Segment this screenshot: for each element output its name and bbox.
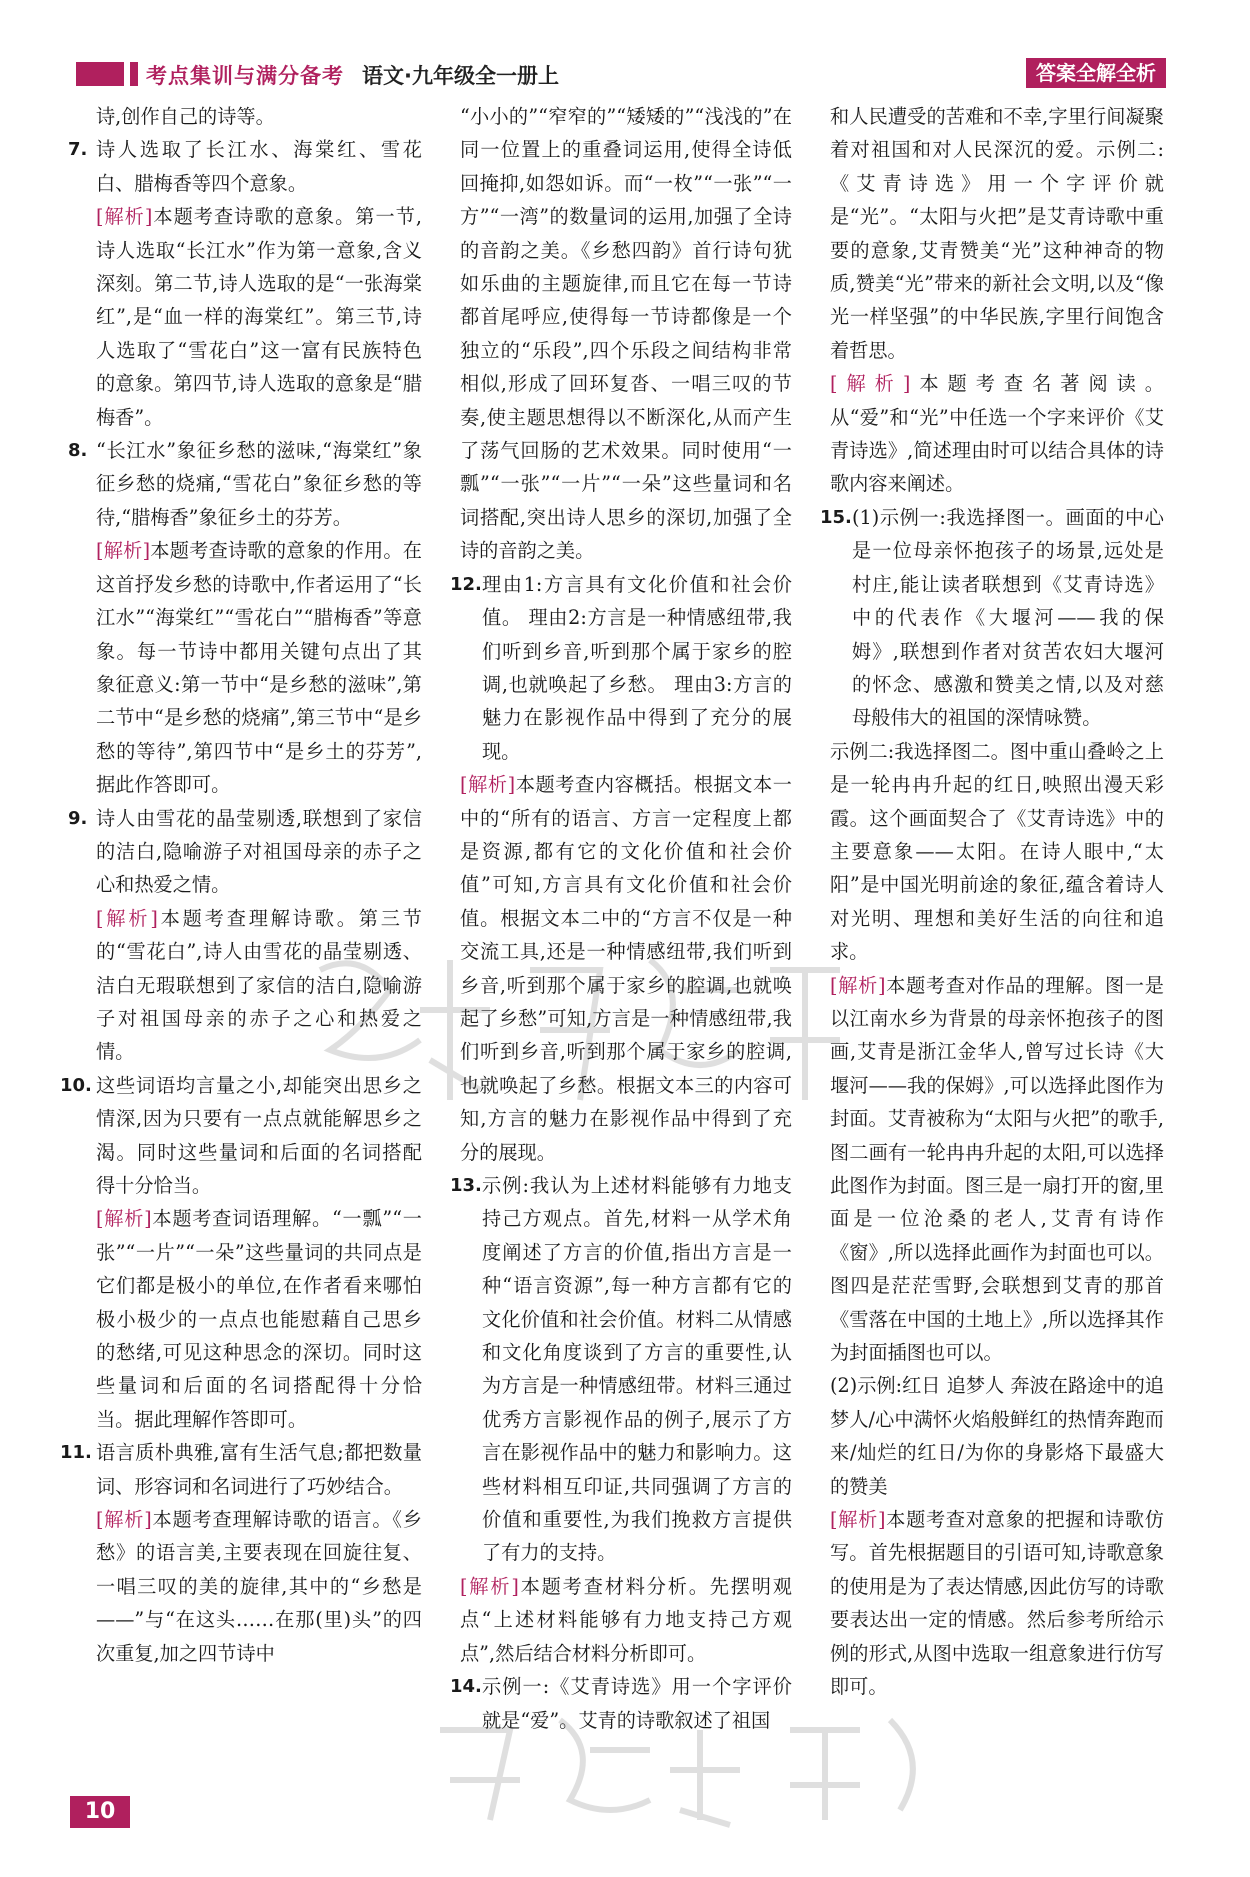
analysis-tag: [解析]	[830, 372, 911, 396]
answer-text: (1)示例一:我选择图一。画面的中心是一位母亲怀抱孩子的场景,远处是村庄,能让读者联想到《艾青诗选》中的代表作《大堰河——我的保姆》,联想到作者对贫苦农妇大堰河的怀念、感激和赞美之情,以及对慈母般伟大的祖国的深情咏赞。	[852, 505, 1164, 730]
book-series-title: 考点集训与满分备考	[146, 64, 344, 88]
analysis-12	[460, 768, 792, 1169]
analysis-14	[830, 367, 1164, 501]
answer-text: 示例:我认为上述材料能够有力地支持己方观点。首先,材料一从学术角度阐述了方言的价值,指出方言是一种“语言资源”,每一种方言都有它的文化价值和社会价值。材料二从情感和文化角度谈到了方言的重要性,认为方言是一种情感纽带。材料三通过优秀方言影视作品的例子,展示了方言在影视作品中的魅力和影响力。这些材料相互印证,共同强调了方言的价值和重要性,为我们挽救方言提供了有力的支持。	[482, 1174, 792, 1565]
question-number: 11.	[60, 1442, 92, 1464]
answer-key-tag: 答案全解全析	[1026, 58, 1166, 88]
analysis-tag: [解析]	[830, 973, 886, 997]
analysis-tag: [解析]	[460, 1574, 519, 1598]
answer-text: 理由1:方言具有文化价值和社会价值。 理由2:方言是一种情感纽带,我们听到乡音,听到那个属于家乡的腔调,也就唤起了乡愁。 理由3:方言的魅力在影视作品中得到了充分的展现。	[482, 572, 792, 763]
analysis-tag: [解析]	[830, 1508, 886, 1532]
question-7	[70, 133, 422, 200]
continued-text: 和人民遭受的苦难和不幸,字里行间凝聚着对祖国和对人民深沉的爱。示例二:《艾青诗选》用一个字评价就是“光”。“太阳与火把”是艾青诗歌中重要的意象,艾青赞美“光”这种神奇的物质,赞美“光”带来的新社会文明,以及“像光一样坚强”的中华民族,字里行间饱含着哲思。	[830, 105, 1164, 362]
question-number: 15.	[820, 506, 852, 528]
analysis-10	[70, 1202, 422, 1436]
analysis-text: 本题考查材料分析。先摆明观点“上述材料能够有力地支持己方观点”,然后结合材料分析即可。	[460, 1574, 792, 1665]
book-subject-title: 语文·九年级全一册上	[362, 64, 559, 88]
answer-text: “长江水”象征乡愁的滋味,“海棠红”象征乡愁的烧痛,“雪花白”象征乡愁的等待,“腊梅香”象征乡土的芬芳。	[96, 439, 422, 529]
analysis-text: 本题考查对作品的理解。图一是以江南水乡为背景的母亲怀抱孩子的图画,艾青是浙江金华人,曾写过长诗《大堰河——我的保姆》,可以选择此图作为封面。艾青被称为“太阳与火把”的歌手,图二画有一轮冉冉升起的太阳,可以选择此图作为封面。图三是一扇打开的窗,里面是一位沧桑的老人,艾青有诗作《窗》,所以选择此画作为封面也可以。图四是茫茫雪野,会联想到艾青的那首《雪落在中国的土地上》,所以选择其作为封面插图也可以。	[830, 973, 1164, 1365]
question-number: 8.	[68, 440, 88, 462]
question-number: 9.	[68, 807, 88, 829]
column-left	[60, 100, 422, 1670]
analysis-15-1	[830, 969, 1164, 1370]
answer-text: 示例一:《艾青诗选》用一个字评价就是“爱”。艾青的诗歌叙述了祖国	[482, 1675, 792, 1732]
answer-text: 诗人由雪花的晶莹剔透,联想到了家信的洁白,隐喻游子对祖国母亲的赤子之心和热爱之情。	[96, 806, 422, 897]
header-color-block	[76, 62, 124, 86]
answer-text: 语言质朴典雅,富有生活气息;都把数量词、形容词和名词进行了巧妙结合。	[96, 1441, 422, 1498]
analysis-tag: [解析]	[96, 1207, 152, 1231]
question-10	[60, 1069, 422, 1203]
analysis-tag: [解析]	[460, 773, 516, 797]
analysis-text: 本题考查诗歌的意象。第一节,诗人选取“长江水”作为第一意象,含义深刻。第二节,诗人选取的是“一张海棠红”,是“血一样的海棠红”。第三节,诗人选取了“雪花白”这一富有民族特色的意象。第四节,诗人选取的意象是“腊梅香”。	[96, 205, 422, 429]
question-12	[450, 568, 792, 768]
answer-part-2: (2)示例:红日 追梦人 奔波在路途中的追梦人/心中满怀火焰般鲜红的热情奔跑而来/灿烂的红日/为你的身影烙下最盛大的赞美	[830, 1374, 1164, 1498]
question-13	[450, 1169, 792, 1570]
question-number: 10.	[60, 1074, 92, 1096]
question-15	[820, 501, 1164, 735]
answer-text: 这些词语均言量之小,却能突出思乡之情深,因为只要有一点点就能解思乡之渴。同时这些量词和后面的名词搭配得十分恰当。	[96, 1073, 422, 1197]
analysis-tag: [解析]	[96, 906, 158, 930]
analysis-tag: [解析]	[96, 539, 151, 563]
page-number: 10	[70, 1796, 130, 1828]
analysis-8	[70, 534, 422, 801]
header-color-bar	[130, 62, 138, 86]
column-middle	[450, 100, 792, 1737]
question-8	[70, 434, 422, 534]
analysis-text: 本题考查内容概括。根据文本一中的“所有的语言、方言一定程度上都是资源,都有它的文化价值和社会价值”可知,方言具有文化价值和社会价值。根据文本二中的“方言不仅是一种交流工具,还是一种情感纽带,我们听到乡音,听到那个属于家乡的腔调,也就唤起了乡愁”可知,方言是一种情感纽带,我们听到乡音,听到那个属于家乡的腔调,也就唤起了乡愁。根据文本三的内容可知,方言的魅力在影视作品中得到了充分的展现。	[460, 773, 792, 1164]
continued-text: 诗,创作自己的诗等。	[96, 105, 275, 128]
analysis-15-2	[830, 1503, 1164, 1703]
analysis-text: 本题考查对意象的把握和诗歌仿写。首先根据题目的引语可知,诗歌意象的使用是为了表达情感,因此仿写的诗歌要表达出一定的情感。然后参考所给示例的形式,从图中选取一组意象进行仿写即可。	[830, 1508, 1164, 1699]
analysis-11	[70, 1503, 422, 1670]
question-number: 13.	[450, 1175, 482, 1196]
analysis-text: 本题考查理解诗歌。第三节的“雪花白”,诗人由雪花的晶莹剔透、洁白无瑕联想到了家信的洁白,隐喻游子对祖国母亲的赤子之心和热爱之情。	[96, 906, 422, 1064]
analysis-text: 本题考查词语理解。“一瓢”“一张”“一片”“一朵”这些量词的共同点是它们都是极小的单位,在作者看来哪怕极小极少的一点点也能慰藉自己思乡的愁绪,可见这种思念的深切。同时这些量词和后面的名词搭配得十分恰当。据此理解作答即可。	[96, 1207, 422, 1431]
analysis-13	[460, 1570, 792, 1670]
analysis-7	[70, 200, 422, 434]
analysis-9	[70, 902, 422, 1069]
question-number: 12.	[450, 573, 482, 595]
continued-text: “小小的”“窄窄的”“矮矮的”“浅浅的”在同一位置上的重叠词运用,使得全诗低回掩抑,如怨如诉。而“一枚”“一张”“一方”“一湾”的数量词的运用,加强了全诗的音韵之美。《乡愁四韵》首行诗句犹如乐曲的主题旋律,而且它在每一节诗都首尾呼应,使得每一节诗都像是一个独立的“乐段”,四个乐段之间结构非常相似,形成了回环复沓、一唱三叹的节奏,使主题思想得以不断深化,从而产生了荡气回肠的艺术效果。同时使用“一瓢”“一张”“一片”“一朵”这些量词和名词搭配,突出诗人思乡的深切,加强了全诗的音韵之美。	[460, 105, 792, 563]
analysis-text: 本题考查理解诗歌的语言。《乡愁》的语言美,主要表现在回旋往复、一唱三叹的美的旋律,其中的“乡愁是——”与“在这头……在那(里)头”的四次重复,加之四节诗中	[96, 1508, 422, 1665]
answer-example-2: 示例二:我选择图二。图中重山叠岭之上是一轮冉冉升起的红日,映照出漫天彩霞。这个画面契合了《艾青诗选》中的主要意象——太阳。在诗人眼中,“太阳”是中国光明前途的象征,蕴含着诗人对光明、理想和美好生活的向往和追求。	[830, 739, 1164, 964]
question-number: 7.	[68, 139, 88, 161]
question-14	[450, 1670, 792, 1737]
question-number: 14.	[450, 1676, 482, 1698]
question-9	[70, 802, 422, 902]
page-header	[76, 58, 1166, 90]
analysis-tag: [解析]	[96, 205, 153, 229]
analysis-text: 本题考查名著阅读。从“爱”和“光”中任选一个字来评价《艾青诗选》,简述理由时可以结合具体的诗歌内容来阐述。	[830, 372, 1164, 496]
answer-text: 诗人选取了长江水、海棠红、雪花白、腊梅香等四个意象。	[96, 138, 422, 195]
column-right	[820, 100, 1164, 1704]
question-11	[60, 1436, 422, 1503]
analysis-tag: [解析]	[96, 1508, 152, 1532]
analysis-text: 本题考查诗歌的意象的作用。在这首抒发乡愁的诗歌中,作者运用了“长江水”“海棠红”“雪花白”“腊梅香”等意象。每一节诗中都用关键句点出了其象征意义:第一节中“是乡愁的滋味”,第二节中“是乡愁的烧痛”,第三节中“是乡愁的等待”,第四节中“是乡土的芬芳”,据此作答即可。	[96, 539, 422, 797]
